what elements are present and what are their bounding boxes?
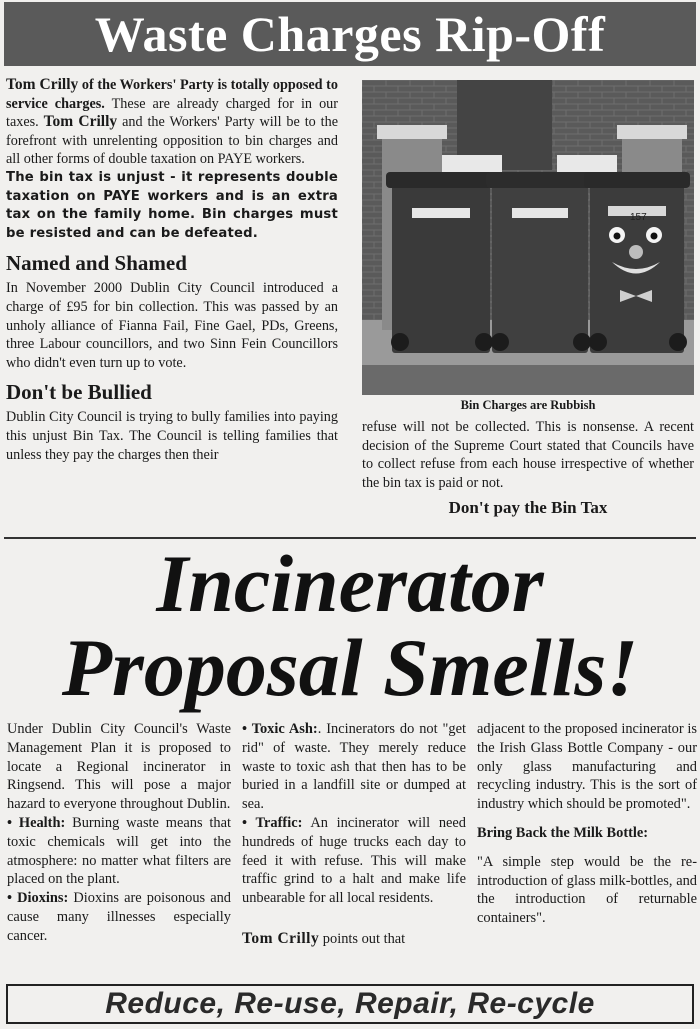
bullied-body: Dublin City Council is trying to bully families into paying this unjust Bin Tax. The Council is telling families that unless they pay the charges then their xyxy=(6,409,338,463)
dioxins-text: Dioxins are poisonous and cause many illnesses especially cancer. xyxy=(7,890,231,944)
intro-text: These are already charged for in our taxes. xyxy=(6,95,338,131)
health-point xyxy=(7,814,231,889)
toxic-text: . Incinerators do not "get rid" of waste. They merely reduce waste to toxic ash that then has to be buried in a landfill site or dumped at sea. xyxy=(242,721,466,813)
toxic-ash-point xyxy=(242,720,466,814)
named-heading: Named and Shamed xyxy=(6,251,187,276)
traffic-text: An incinerator will need hundreds of huge trucks each day to feed it with refuse. This will make traffic grind to a halt and make life unbearable for all local residents. xyxy=(242,814,466,907)
left-column xyxy=(6,76,338,464)
bin-number-label: 157 xyxy=(630,212,647,223)
incinerator-col-1 xyxy=(7,720,231,946)
banner-title: Waste Charges Rip-Off xyxy=(94,6,606,62)
crilly-name: Tom Crilly xyxy=(6,76,79,93)
crilly-name-3: Tom Crilly xyxy=(242,929,320,947)
top-banner xyxy=(4,2,696,66)
crilly-point xyxy=(242,930,466,949)
named-body: In November 2000 Dublin City Council introduced a charge of £95 for bin collection. This was passed by an unholy alliance of Fianna Fail, Fine Gael, PDs, Greens, three Labour councillors, and two Sinn Fein Councillors who didn't even turn up to vote. xyxy=(6,280,338,371)
footer-slogan: Reduce, Re-use, Repair, Re-cycle xyxy=(105,987,595,1020)
bin-tax-paragraph: The bin tax is unjust - it represents double taxation on PAYE workers and is an extra tax on the family home. Bin charges must be resisted and can be defeated. xyxy=(6,169,338,241)
milk-heading: Bring Back the Milk Bottle: xyxy=(477,824,649,841)
health-text: Burning waste means that toxic chemicals will get into the atmosphere: no matter what filters are placed on the plant. xyxy=(7,814,231,888)
intro-bold: of the Workers' Party is totally opposed to service charges. xyxy=(6,77,338,112)
dioxins-point xyxy=(7,889,231,945)
bullied-heading: Don't be Bullied xyxy=(6,380,152,405)
footer-slogan-box xyxy=(6,984,694,1024)
bullied-continued: refuse will not be collected. This is nonsense. A recent decision of the Supreme Court stated that Councils have to collect refuse from each house irrespective of whether the bin tax is paid or not. xyxy=(362,419,694,491)
intro-text-2: and the Workers' Party will be to the forefront with unrelenting opposition to bin charges and all other forms of double taxation on PAYE workers. xyxy=(6,114,338,168)
incinerator-col-2 xyxy=(242,720,466,949)
headline-line2: Proposal Smells! xyxy=(61,622,639,713)
traffic-label: • Traffic: xyxy=(242,814,303,831)
incinerator-col-3 xyxy=(477,720,697,928)
dioxins-label: • Dioxins: xyxy=(7,890,69,907)
dont-pay-slogan: Don't pay the Bin Tax xyxy=(448,498,608,517)
intro-paragraph xyxy=(6,76,338,169)
bins-illustration xyxy=(362,80,694,395)
milk-text: "A simple step would be the re-introduction of glass milk-bottles, and the introduction of returnable containers". xyxy=(477,853,697,927)
health-label: • Health: xyxy=(7,814,66,831)
incinerator-intro: Under Dublin City Council's Waste Management Plan it is proposed to locate a Regional incinerator in Ringsend. This will pose a major hazard to everyone throughout Dublin. xyxy=(7,721,231,813)
crilly-text: points out that xyxy=(319,930,406,947)
toxic-label: • Toxic Ash: xyxy=(242,721,318,737)
headline-line1: Incinerator xyxy=(156,538,544,629)
traffic-point xyxy=(242,814,466,908)
crilly-name-2: Tom Crilly xyxy=(43,113,118,131)
bins-photo xyxy=(362,80,694,395)
photo-caption: Bin Charges are Rubbish xyxy=(460,398,596,412)
glass-bottle-text: adjacent to the proposed incinerator is the Irish Glass Bottle Company - our only glass manufacturing and recycling industry. This is the sort of industry which should be promoted". xyxy=(477,721,697,813)
